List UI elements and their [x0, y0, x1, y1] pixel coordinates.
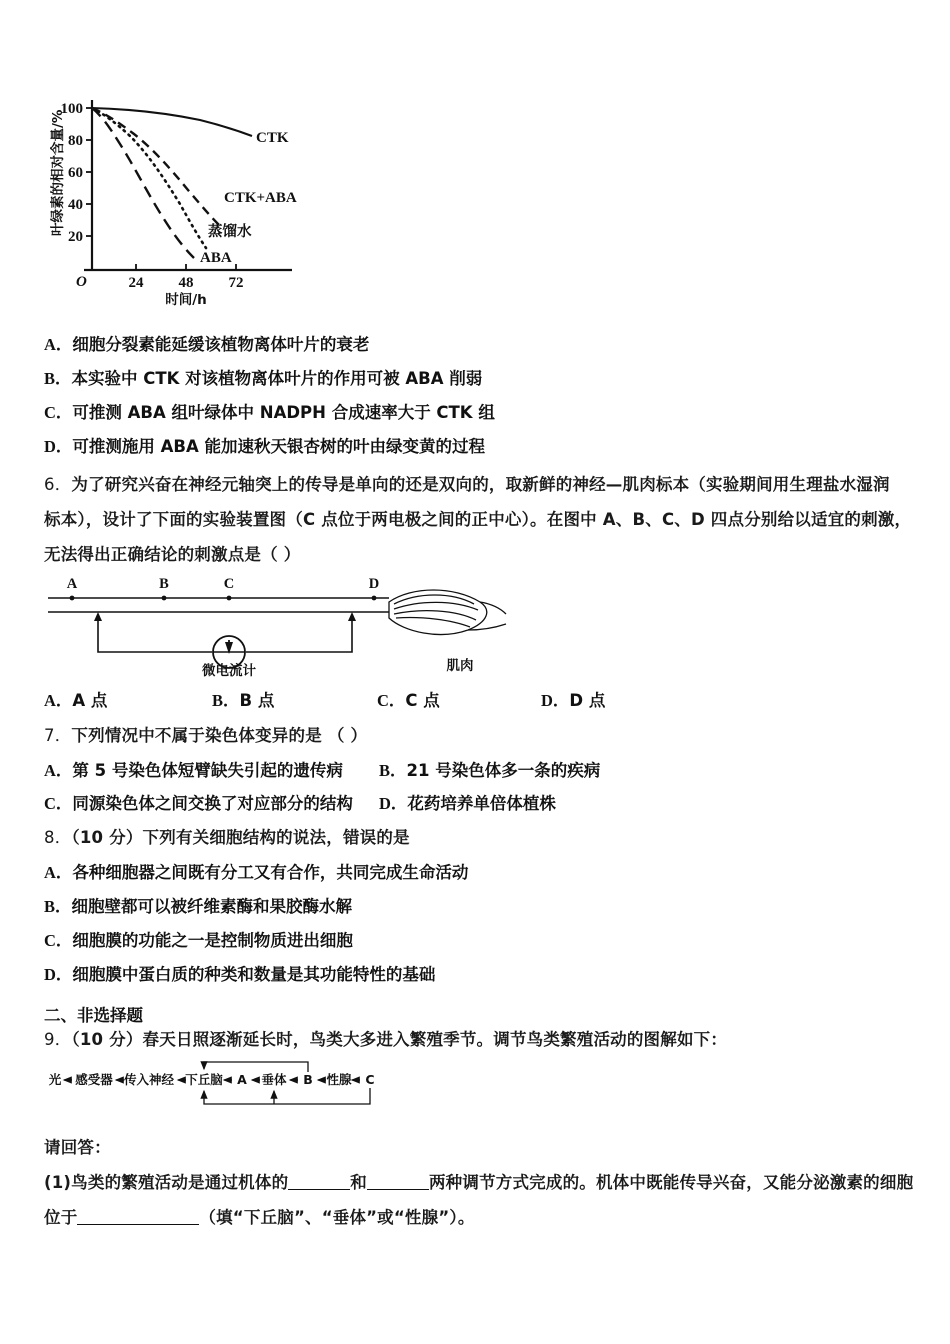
y-tick-20: 20 [68, 229, 83, 245]
q5-option-b-text: 本实验中 CTK 对该植物离体叶片的作用可被 ABA 削弱 [71, 369, 483, 388]
q8-stem [44, 827, 410, 849]
point-a-dot [70, 596, 75, 601]
q8-option-c-label: C． [44, 931, 73, 950]
chart-x-tick-labels [129, 275, 244, 291]
flow-node-b: B [303, 1072, 313, 1087]
chlorophyll-chart-svg [48, 86, 348, 306]
q7-option-b [379, 760, 600, 782]
right-electrode-lead [246, 617, 352, 652]
q5-option-c [44, 402, 495, 424]
q6-option-d-label: D． [541, 691, 570, 710]
q7-stem [44, 725, 367, 747]
q8-option-b-label: B． [44, 897, 72, 916]
bird-reproduction-flow-svg [44, 1058, 394, 1120]
q7-option-a [44, 760, 343, 782]
curve-ctk [92, 108, 252, 136]
y-tick-80: 80 [68, 133, 83, 149]
y-tick-40: 40 [68, 197, 83, 213]
q9-blank-1[interactable] [288, 1189, 350, 1190]
flow-node-light: 光 [48, 1072, 62, 1087]
x-tick-24: 24 [128, 275, 144, 291]
flow-node-a: A [237, 1072, 247, 1087]
curve-label-ctk-aba: CTK+ABA [224, 190, 297, 206]
q5-option-d-text: 可推测施用 ABA 能加速秋天银杏树的叶由绿变黄的过程 [72, 437, 486, 456]
q9-sub1-text-part4: （填“下丘脑”、“垂体”或“性腺”）。 [199, 1208, 475, 1227]
q8-stem-text: （10 分）下列有关细胞结构的说法，错误的是 [71, 828, 410, 847]
q6-option-a-label: A． [44, 691, 73, 710]
muscle-icon [389, 590, 506, 634]
q7-option-b-label: B． [379, 761, 407, 780]
q6-stem-line1 [44, 474, 890, 496]
q8-option-d-label: D． [44, 965, 73, 984]
q9-sub1-text-part1: (1)鸟类的繁殖活动是通过机体的 [44, 1173, 289, 1192]
q9-stem-text: （10 分）春天日照逐渐延长时，鸟类大多进入繁殖季节。调节鸟类繁殖活动的图解如下： [71, 1030, 728, 1049]
q9-blank-2[interactable] [367, 1189, 429, 1190]
point-d-dot [372, 596, 377, 601]
q8-option-a-label: A． [44, 863, 73, 882]
point-c-label: C [223, 576, 235, 592]
q7-number: 7． [44, 726, 72, 745]
bird-reproduction-flow-figure [44, 1058, 394, 1120]
q6-option-d-text: D 点 [569, 691, 606, 710]
q5-option-a-label: A． [44, 335, 73, 354]
q7-option-c [44, 793, 353, 815]
q5-option-c-label: C． [44, 403, 73, 422]
q6-option-c-label: C． [377, 691, 406, 710]
curve-label-distilled-water: 蒸馏水 [208, 224, 252, 240]
q6-option-a-text: A 点 [72, 691, 108, 710]
q8-option-d-text: 细胞膜中蛋白质的种类和数量是其功能特性的基础 [72, 965, 436, 984]
q6-stem-line3: 无法得出正确结论的刺激点是（ ） [44, 545, 301, 564]
microammeter-label: 微电流计 [202, 663, 256, 679]
q9-sub1-text-part3: 位于 [44, 1208, 78, 1227]
q9-stem [44, 1029, 727, 1051]
curve-label-aba: ABA [200, 250, 232, 266]
flow-node-receptor: 感受器 [75, 1072, 113, 1087]
y-tick-60: 60 [68, 165, 83, 181]
q7-option-a-label: A． [44, 761, 73, 780]
chlorophyll-chart-figure [48, 86, 348, 306]
q6-option-c-text: C 点 [405, 691, 440, 710]
chart-origin-label: O [76, 274, 87, 290]
left-electrode-arrowhead [94, 612, 102, 621]
nerve-muscle-svg [44, 572, 514, 680]
feedback-loop-lower [204, 1088, 370, 1104]
q8-option-b [44, 896, 352, 918]
q5-option-c-text: 可推测 ABA 组叶绿体中 NADPH 合成速率大于 CTK 组 [72, 403, 495, 422]
q6-option-b-text: B 点 [239, 691, 275, 710]
flow-node-afferent: 传入神经 [123, 1072, 175, 1087]
point-b-dot [162, 596, 167, 601]
section-two-heading: 二、非选择题 [44, 1006, 143, 1025]
q6-stem-line2: 标本），设计了下面的实验装置图（C 点位于两电极之间的正中心）。在图中 A、B、C、D 四点分别给以适宜的刺激， [44, 510, 912, 529]
q6-option-a [44, 690, 107, 712]
q8-option-c-text: 细胞膜的功能之一是控制物质进出细胞 [72, 931, 353, 950]
q9-blank-3[interactable] [77, 1224, 199, 1225]
q7-option-b-text: 21 号染色体多一条的疾病 [406, 761, 601, 780]
q8-option-c [44, 930, 353, 952]
q6-number: 6． [44, 475, 72, 494]
feedback-loop-upper [204, 1062, 308, 1072]
left-electrode-lead [98, 617, 212, 652]
nerve-point-labels [67, 576, 379, 592]
right-electrode-arrowhead [348, 612, 356, 621]
chart-y-axis-title: 叶绿素的相对含量/% [50, 109, 66, 236]
flow-node-gonad: 性腺 [326, 1072, 352, 1087]
nerve-muscle-apparatus-figure [44, 572, 514, 680]
q8-option-b-text: 细胞壁都可以被纤维素酶和果胶酶水解 [71, 897, 353, 916]
flow-node-pituitary: 垂体 [261, 1072, 287, 1087]
q8-option-d [44, 964, 435, 986]
q5-option-b [44, 368, 482, 390]
q7-option-d-text: 花药培养单倍体植株 [407, 794, 556, 813]
q9-sub1-text-part2: 两种调节方式完成的。机体中既能传导兴奋，又能分泌激素的细胞 [428, 1173, 914, 1192]
q5-option-a-text: 细胞分裂素能延缓该植物离体叶片的衰老 [72, 335, 370, 354]
q7-option-d-label: D． [379, 794, 408, 813]
q9-answer-prompt: 请回答： [44, 1138, 111, 1157]
x-tick-72: 72 [228, 275, 244, 291]
point-b-label: B [159, 576, 169, 592]
q6-option-c [377, 690, 440, 712]
q9-sub1-join: 和 [350, 1173, 367, 1192]
q9-sub1-line1 [44, 1172, 913, 1194]
q7-option-d [379, 793, 556, 815]
q5-option-d [44, 436, 485, 458]
curve-aba [92, 108, 194, 258]
q7-option-c-label: C． [44, 794, 73, 813]
q6-option-b-label: B． [212, 691, 240, 710]
chart-x-axis-title: 时间/h [165, 292, 207, 306]
point-c-dot [227, 596, 232, 601]
q9-number: 9． [44, 1030, 72, 1049]
q5-option-d-label: D． [44, 437, 73, 456]
point-d-label: D [368, 576, 380, 592]
muscle-label: 肌肉 [446, 658, 474, 674]
curve-label-ctk: CTK [256, 130, 289, 146]
q7-option-c-text: 同源染色体之间交换了对应部分的结构 [72, 794, 353, 813]
point-a-label: A [66, 576, 78, 592]
y-tick-100: 100 [60, 101, 83, 117]
q9-sub1-line2 [44, 1207, 475, 1229]
q5-option-b-label: B． [44, 369, 72, 388]
q8-number: 8． [44, 828, 72, 847]
flow-node-hypothalamus: 下丘脑 [185, 1072, 223, 1087]
flow-node-c: C [365, 1072, 375, 1087]
q8-option-a-text: 各种细胞器之间既有分工又有合作，共同完成生命活动 [72, 863, 469, 882]
q5-option-a [44, 334, 369, 356]
q6-option-b [212, 690, 274, 712]
q7-option-a-text: 第 5 号染色体短臂缺失引起的遗传病 [72, 761, 343, 780]
q6-option-d [541, 690, 605, 712]
q8-option-a [44, 862, 468, 884]
q6-stem-line1-text: 为了研究兴奋在神经元轴突上的传导是单向的还是双向的，取新鲜的神经—肌肉标本（实验期间用生理盐水湿润 [71, 475, 890, 494]
x-tick-48: 48 [178, 275, 194, 291]
q7-stem-text: 下列情况中不属于染色体变异的是 （ ） [71, 726, 368, 745]
